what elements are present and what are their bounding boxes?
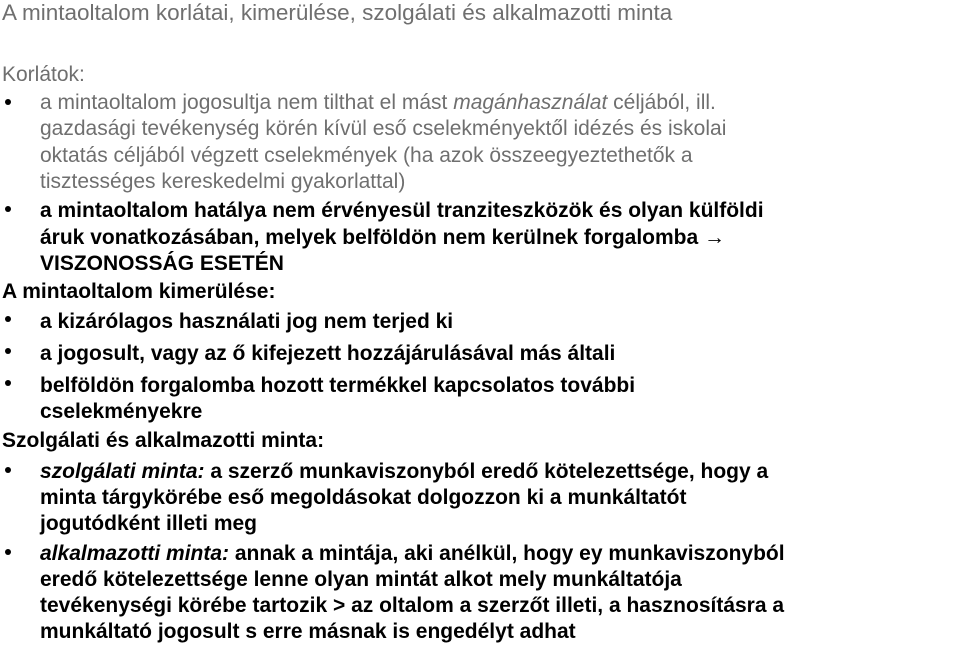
exhaustion-item3-line1: belföldön forgalomba hozott termékkel kapcsolatos további [40, 374, 636, 397]
service-item2-line4: munkáltató jogosult s erre másnak is engedélyt adhat [40, 620, 576, 643]
limits-item1-line1: a mintaoltalom jogosultja nem tilthat el mást magánhasználat céljából, ill. [40, 91, 716, 114]
service-item1-line1: szolgálati minta: a szerző munkaviszonyból eredő kötelezettsége, hogy a [40, 460, 769, 483]
limits-item2-line1: a mintaoltalom hatálya nem érvényesül tranziteszközök és olyan külföldi [40, 199, 764, 222]
bullet-icon [5, 316, 11, 322]
page-title: A mintaoltalom korlátai, kimerülése, szolgálati és alkalmazotti minta [2, 0, 673, 25]
service-item1-line2: minta tárgykörébe eső megoldásokat dolgozzon ki a munkáltatót [40, 486, 687, 509]
exhaustion-heading: A mintaoltalom kimerülése: [2, 280, 276, 303]
limits-item2-line2: áruk vonatkozásában, melyek belföldön nem kerülnek forgalomba → [40, 226, 726, 249]
limits-item1-line3: oktatás céljából végzett cselekmények (ha azok összeegyeztethetők a [40, 144, 693, 167]
service-item2-line2: eredő kötelezettsége lenne olyan mintát alkot mely munkáltatója [40, 568, 682, 591]
service-item2-line3: tevékenységi körébe tartozik > az oltalom a szerzőt illeti, a hasznosításra a [40, 594, 785, 617]
bullet-icon [5, 467, 11, 473]
limits-item2-line3: VISZONOSSÁG ESETÉN [40, 252, 284, 275]
bullet-icon [5, 206, 11, 212]
exhaustion-item1: a kizárólagos használati jog nem terjed ki [40, 310, 454, 333]
limits-heading: Korlátok: [2, 63, 85, 86]
bullet-icon [5, 549, 11, 555]
exhaustion-item3-line2: cselekményekre [40, 400, 203, 423]
limits-item1-line2: gazdasági tevékenység körén kívül eső cselekményektől idézés és iskolai [40, 117, 727, 140]
service-item2-line1: alkalmazotti minta: annak a mintája, aki anélkül, hogy ey munkaviszonyból [40, 542, 785, 565]
bullet-icon [5, 348, 11, 354]
bullet-icon [5, 99, 11, 105]
bullet-icon [5, 380, 11, 386]
exhaustion-item2: a jogosult, vagy az ő kifejezett hozzájárulásával más általi [40, 342, 616, 365]
limits-item1-line4: tisztességes kereskedelmi gyakorlattal) [40, 170, 406, 193]
service-item1-line3: jogutódként illeti meg [40, 512, 258, 535]
service-heading: Szolgálati és alkalmazotti minta: [2, 429, 325, 452]
